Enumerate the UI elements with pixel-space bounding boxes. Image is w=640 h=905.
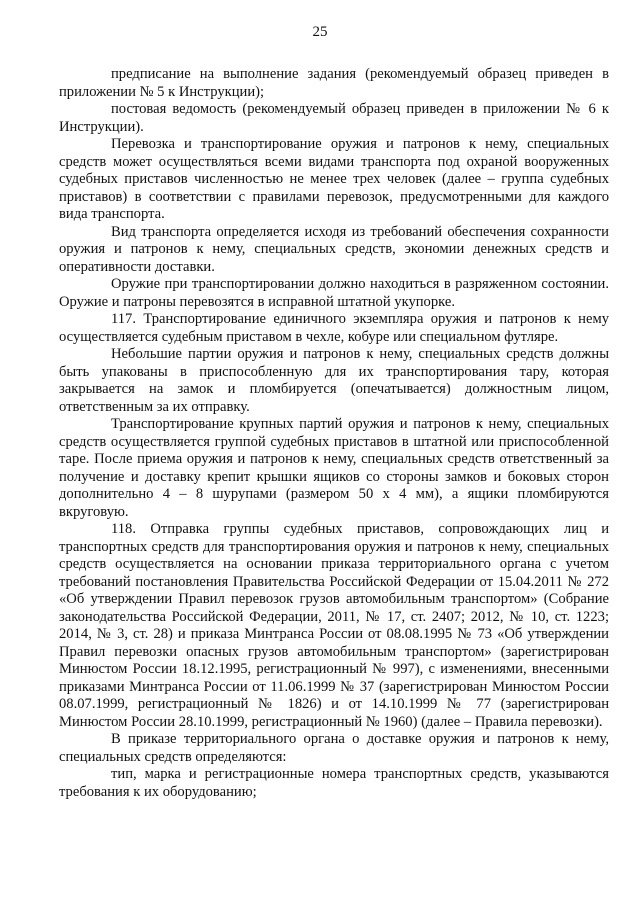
paragraph: Небольшие партии оружия и патронов к нему, специальных средств должны быть упакованы в приспособленную для их транспортирования тару, которая закрывается на замок и пломбируется (опечатывается) должностным лицом, ответственным за их отправку. [59, 346, 609, 415]
paragraph: Вид транспорта определяется исходя из требований обеспечения сохранности оружия и патронов к нему, специальных средств, экономии денежных средств и оперативности доставки. [59, 223, 609, 275]
paragraph: 118. Отправка группы судебных приставов, сопровождающих лиц и транспортных средств для транспортирования оружия и патронов к нему, специальных средств осуществляется на основании приказа территориального органа с учетом требований постановления Правительства Российской Федерации от 15.04.2011 № 272 «Об утверждении Правил перевозок грузов автомобильным транспортом» (Собрание законодательства Российской Федерации, 2011, № 17, ст. 2407; 2012, № 10, ст. 1223; 2014, № 3, ст. 28) и приказа Минтранса России от 08.08.1995 № 73 «Об утверждении Правил перевозки опасных грузов автомобильным транспортом» (зарегистрирован Минюстом России 18.12.1995, регистрационный № 997), с изменениями, внесенными приказами Минтранса России от 11.06.1999 № 37 (зарегистрирован Минюстом России 08.07.1999, регистрационный № 1826) и от 14.10.1999 № 77 (зарегистрирован Минюстом России 28.10.1999, регистрационный № 1960) (далее – Правила перевозки). [59, 521, 609, 730]
paragraph: постовая ведомость (рекомендуемый образец приведен в приложении № 6 к Инструкции). [59, 101, 609, 135]
paragraph: предписание на выполнение задания (рекомендуемый образец приведен в приложении № 5 к Инструкции); [59, 66, 609, 100]
paragraph: Оружие при транспортировании должно находиться в разряженном состоянии. Оружие и патроны перевозятся в исправной штатной укупорке. [59, 276, 609, 310]
page-number: 25 [312, 24, 328, 40]
paragraph: 117. Транспортирование единичного экземпляра оружия и патронов к нему осуществляется судебным приставом в чехле, кобуре или специальном футляре. [59, 311, 609, 345]
document-body [59, 66, 609, 801]
paragraph: В приказе территориального органа о доставке оружия и патронов к нему, специальных средств определяются: [59, 731, 609, 765]
paragraph: Транспортирование крупных партий оружия и патронов к нему, специальных средств осуществляется группой судебных приставов в штатной или приспособленной таре. После приема оружия и патронов к нему, специальных средств ответственный за получение и доставку крепит крышки ящиков со стороны замков и боковых сторон дополнительно 4 – 8 шурупами (размером 50 х 4 мм), а ящики пломбируются вкруговую. [59, 416, 609, 520]
paragraph: Перевозка и транспортирование оружия и патронов к нему, специальных средств может осуществляться всеми видами транспорта под охраной вооруженных судебных приставов численностью не менее трех человек (далее – группа судебных приставов) в соответствии с правилами перевозок, предусмотренными для каждого вида транспорта. [59, 136, 609, 222]
paragraph: тип, марка и регистрационные номера транспортных средств, указываются требования к их оборудованию; [59, 766, 609, 800]
